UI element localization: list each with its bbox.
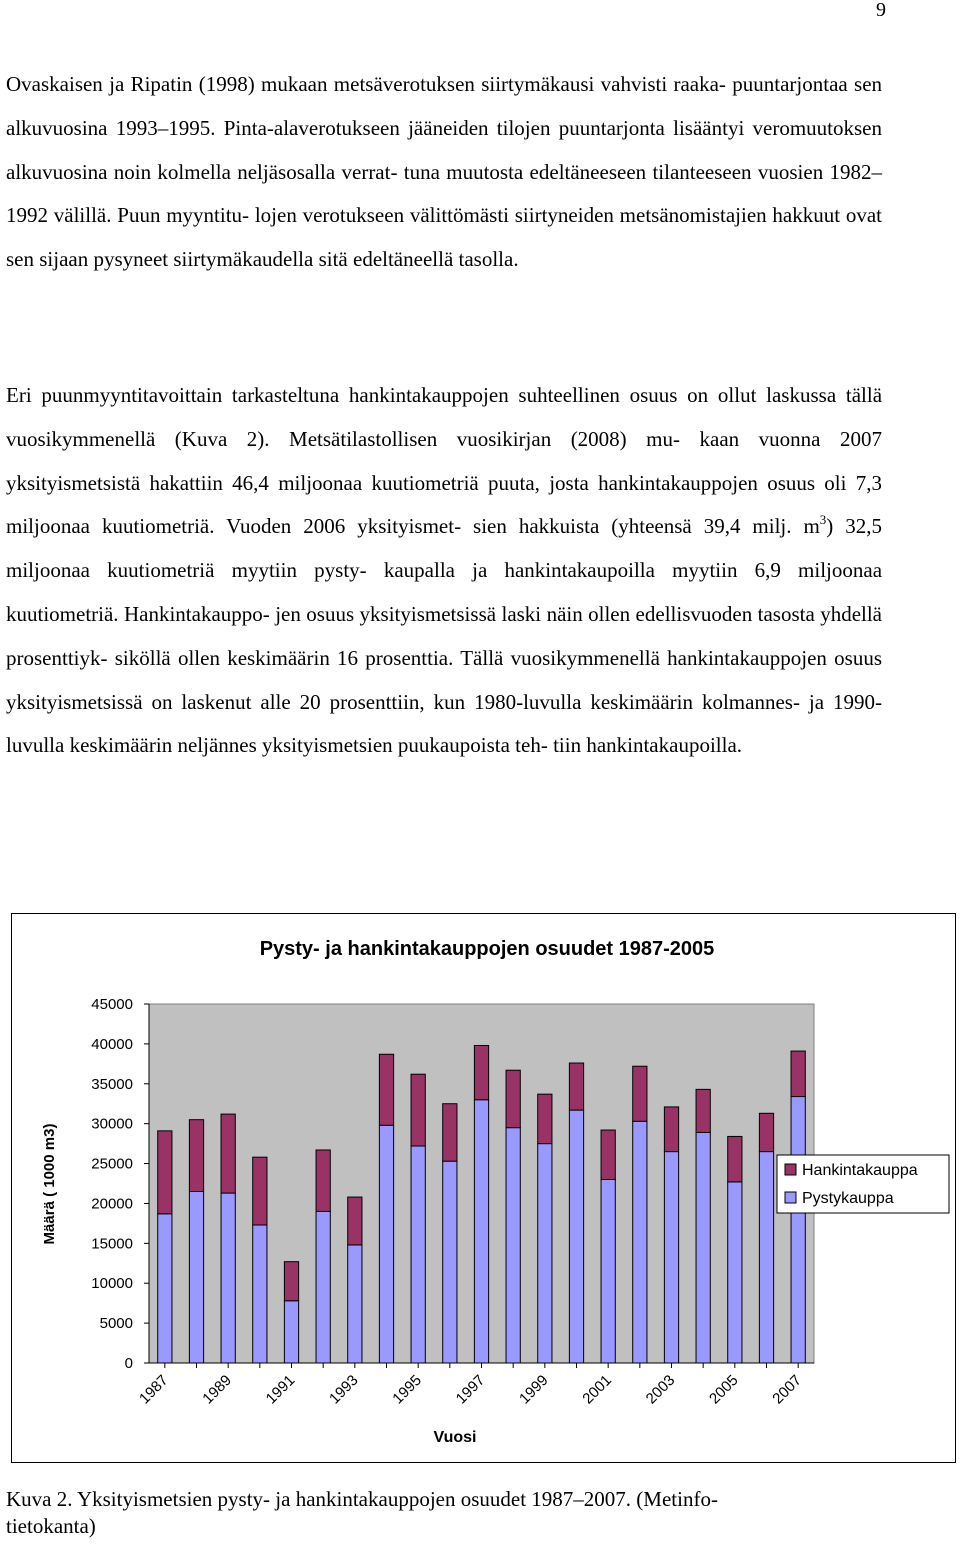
- bar-pystykauppa-1994: [379, 1125, 393, 1363]
- bar-pystykauppa-1988: [189, 1191, 203, 1363]
- y-tick-label: 5000: [99, 1315, 133, 1333]
- x-tick-label: 1999: [516, 1371, 552, 1408]
- y-tick-label: 30000: [91, 1115, 133, 1133]
- bar-hankintakauppa-1992: [316, 1150, 330, 1211]
- paragraph-2-line-3: kaan vuonna 2007 yksityismetsistä hakattiin 46,4 miljoonaa kuutiometriä puuta, josta: [6, 426, 883, 495]
- bar-pystykauppa-2006: [759, 1152, 773, 1363]
- stacked-bar-chart: [12, 914, 954, 1461]
- x-tick-label: 1993: [326, 1371, 362, 1408]
- bar-pystykauppa-1998: [506, 1128, 520, 1363]
- x-tick-label: 2003: [642, 1371, 679, 1408]
- paragraph-1-line-1: Ovaskaisen ja Ripatin (1998) mukaan metsäverotuksen siirtymäkausi vahvisti raaka-: [6, 72, 726, 96]
- paragraph-1-line-4: tuna muutosta edeltäneeseen tilanteeseen vuosien 1982–1992 välillä. Puun myyntitu-: [6, 159, 883, 228]
- x-tick-label: 1991: [262, 1371, 299, 1408]
- y-tick-label: 35000: [91, 1075, 133, 1093]
- bar-pystykauppa-2000: [569, 1110, 583, 1363]
- page-number: 9: [876, 0, 886, 21]
- bar-hankintakauppa-1994: [379, 1054, 393, 1125]
- paragraph-2-line-10: kolmannes- ja 1990-luvulla keskimäärin neljännes yksityismetsien puukaupoista teh-: [6, 689, 883, 758]
- bar-hankintakauppa-2006: [759, 1113, 773, 1151]
- caption-line-2: tietokanta): [6, 1514, 96, 1538]
- bar-hankintakauppa-1987: [158, 1131, 172, 1214]
- bar-hankintakauppa-1997: [474, 1045, 488, 1099]
- paragraph-2-line-6: kaupalla ja hankintakaupoilla myytiin 6,9 miljoonaa kuutiometriä. Hankintakauppo-: [6, 558, 883, 626]
- bar-hankintakauppa-2001: [601, 1130, 615, 1179]
- bar-hankintakauppa-2007: [791, 1051, 805, 1096]
- bar-pystykauppa-1989: [221, 1193, 235, 1363]
- x-tick-label: 1995: [389, 1371, 425, 1408]
- bar-hankintakauppa-1999: [538, 1094, 552, 1143]
- paragraph-2: [6, 374, 882, 768]
- cubic-superscript: 3: [819, 512, 827, 528]
- paragraph-2-line-2: laskussa tällä vuosikymmenellä (Kuva 2). Metsätilastollisen vuosikirjan (2008) mu-: [6, 383, 883, 451]
- y-tick-label: 40000: [91, 1035, 133, 1053]
- bar-pystykauppa-1987: [158, 1214, 172, 1363]
- bar-pystykauppa-1992: [316, 1211, 330, 1363]
- bar-hankintakauppa-1998: [506, 1070, 520, 1127]
- legend: [777, 1155, 949, 1213]
- bar-pystykauppa-2003: [664, 1152, 678, 1363]
- bar-pystykauppa-1991: [284, 1301, 298, 1363]
- bar-hankintakauppa-1996: [443, 1104, 457, 1161]
- bar-hankintakauppa-1990: [253, 1157, 267, 1225]
- legend-swatch-pystykauppa: [785, 1192, 796, 1203]
- y-tick-label: 15000: [91, 1235, 133, 1253]
- x-tick-label: 2005: [706, 1371, 742, 1408]
- legend-label-hankintakauppa: Hankintakauppa: [802, 1162, 918, 1179]
- bar-hankintakauppa-1993: [348, 1197, 362, 1245]
- x-tick-label: 1997: [452, 1371, 489, 1408]
- bar-hankintakauppa-1991: [284, 1262, 298, 1301]
- bar-pystykauppa-1993: [348, 1245, 362, 1363]
- legend-swatch-hankintakauppa: [785, 1164, 796, 1175]
- y-tick-label: 45000: [91, 996, 133, 1013]
- paragraph-1-line-6: pysyneet siirtymäkaudella sitä edeltäneellä tasolla.: [93, 247, 519, 272]
- chart-title: Pysty- ja hankintakauppojen osuudet 1987-2005: [259, 938, 715, 960]
- paragraph-1-line-3: puuntarjonta lisääntyi veromuutoksen alkuvuosina noin kolmella neljäsosalla verrat-: [6, 115, 883, 184]
- legend-label-pystykauppa: Pystykauppa: [802, 1190, 894, 1207]
- bar-hankintakauppa-2002: [633, 1066, 647, 1121]
- y-tick-label: 25000: [91, 1155, 133, 1173]
- bar-pystykauppa-1995: [411, 1146, 425, 1363]
- paragraph-2-line-5-end: ) 32,5 miljoonaa kuutiometriä myytiin pysty-: [6, 514, 883, 583]
- x-tick-label: 1989: [199, 1371, 235, 1408]
- x-tick-label: 2001: [579, 1371, 615, 1408]
- paragraph-1-line-5: lojen verotukseen välittömästi siirtyneiden metsänomistajien hakkuut ovat sen sijaan: [6, 203, 882, 272]
- bar-pystykauppa-1997: [474, 1100, 488, 1363]
- bar-pystykauppa-2007: [791, 1097, 805, 1363]
- chart-figure: [11, 913, 956, 1463]
- bar-pystykauppa-2005: [728, 1182, 742, 1363]
- paragraph-2-line-1: Eri puunmyyntitavoittain tarkasteltuna hankintakauppojen suhteellinen osuus on ollut: [6, 383, 757, 407]
- y-tick-label: 20000: [91, 1195, 133, 1213]
- bar-pystykauppa-2004: [696, 1132, 710, 1363]
- bar-pystykauppa-2001: [601, 1180, 615, 1363]
- bar-hankintakauppa-2003: [664, 1107, 678, 1152]
- y-tick-label: 0: [124, 1355, 133, 1372]
- bar-hankintakauppa-2004: [696, 1089, 710, 1132]
- x-axis-label: Vuosi: [433, 1429, 477, 1446]
- y-axis: [91, 996, 149, 1372]
- paragraph-2-line-11: tiin hankintakaupoilla.: [553, 733, 743, 758]
- x-tick-label: 1987: [136, 1371, 172, 1408]
- x-axis: [136, 1363, 814, 1407]
- bar-pystykauppa-1999: [538, 1144, 552, 1363]
- x-tick-label: 2007: [769, 1371, 805, 1408]
- bar-hankintakauppa-1995: [411, 1074, 425, 1146]
- paragraph-2-line-4: hankintakauppojen osuus oli 7,3 miljoonaa kuutiometriä. Vuoden 2006 yksityismet-: [6, 470, 882, 539]
- bar-hankintakauppa-2005: [728, 1136, 742, 1181]
- bar-pystykauppa-2002: [633, 1121, 647, 1363]
- y-tick-label: 10000: [91, 1275, 133, 1293]
- paragraph-2-line-5-start: sien hakkuista (yhteensä 39,4 milj. m: [473, 514, 820, 539]
- bar-hankintakauppa-1988: [189, 1120, 203, 1192]
- bar-pystykauppa-1996: [443, 1161, 457, 1363]
- caption-line-1: Kuva 2. Yksityismetsien pysty- ja hankintakauppojen osuudet 1987–2007. (Metinfo-: [6, 1487, 718, 1511]
- paragraph-1-line-2: puuntarjontaa sen alkuvuosina 1993–1995. Pinta-alaverotukseen jääneiden tilojen: [6, 72, 883, 140]
- paragraph-2-line-8: siköllä ollen keskimäärin 16 prosenttia. Tällä vuosikymmenellä hankintakauppojen: [114, 645, 827, 670]
- figure-caption: [6, 1486, 886, 1540]
- bar-hankintakauppa-1989: [221, 1114, 235, 1193]
- paragraph-1: [6, 63, 882, 282]
- y-axis-label: Määrä ( 1000 m3): [41, 1123, 58, 1245]
- paragraph-2-line-9: osuus yksityismetsissä on laskenut alle 20 prosenttiin, kun 1980-luvulla keskimäärin: [6, 645, 883, 714]
- paragraph-2-line-7: jen osuus yksityismetsissä laski näin ollen edellisvuoden tasosta yhdellä prosenttiyk-: [6, 601, 882, 670]
- bar-pystykauppa-1990: [253, 1225, 267, 1363]
- bar-hankintakauppa-2000: [569, 1063, 583, 1110]
